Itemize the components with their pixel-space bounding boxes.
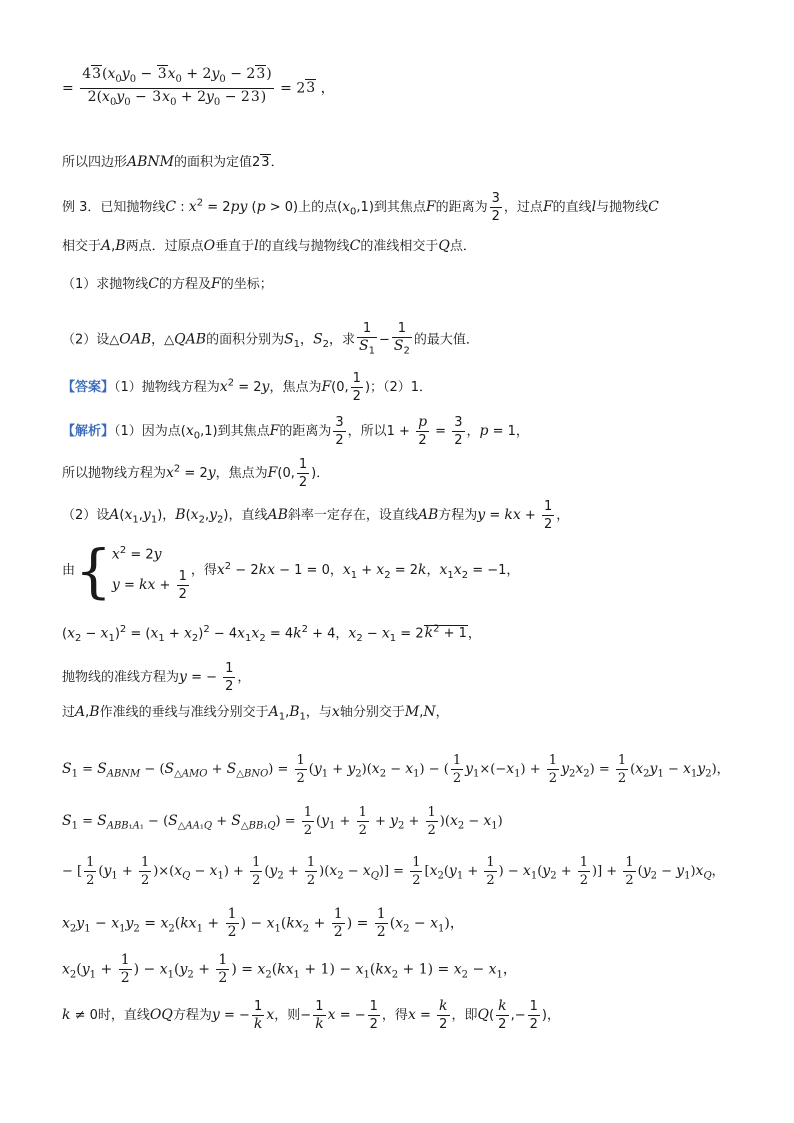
text-line: 所以四边形ABNM的面积为定值23． [62, 154, 284, 170]
equation-line: $x_2(y_1$ + $\frac{1}{2}$ ) − $x_1(y_2$ + $\frac{1}{2}$ ) = $x_2(kx_1 + 1) - x_1(kx_2 + 1) = x_2 - x_1$， [62, 952, 517, 986]
equation-line: = $\frac{43(x_0y_0 - 3x_0 + 2y_0 - 23)}{2(x_0y_0 - 3x_0 + 2y_0 - 23)}$ = 23 ， [62, 66, 335, 108]
analysis-line: k ≠ 0时，直线OQ方程为y = − $\frac{1}{k}$ x，则− $\frac{1}{k}$ x = − $\frac{1}{2}$ ，得x = $\frac{k}{2}$ ，即Q( $\frac{k}{2}$ ,− $\frac{1}{2}$ )， [62, 998, 560, 1032]
equation-line: $S_1 = S_{ABB_1A_1} - (S_{\triangle AA_1Q} + S_{\triangle BB_1Q})$ = $\frac{1}{2}$ ($y_1$ + $\frac{1}{2}$ + $y_2$ + $\frac{1}{2}$ )$(x_2 - x_1)$ [62, 805, 503, 838]
analysis-line: 【解析】（1）因为点$(x_0,1)$到其焦点F的距离为 $\frac{3}{2}$ ，所以1 + $\frac{p}{2}$ = $\frac{3}{2}$ ，p = 1， [62, 414, 529, 448]
problem-statement: 相交于A,B两点．过原点O垂直于l的直线与抛物线C的准线相交于Q点． [62, 238, 476, 254]
analysis-line: 抛物线的准线方程为y = − $\frac{1}{2}$ ， [62, 661, 251, 694]
question-2: （2）设△OAB，△QAB的面积分别为$S_1$，$S_2$，求 $\frac{1}{S_1}$ − $\frac{1}{S_2}$ 的最大值． [62, 321, 479, 357]
answer-tag: 【答案】 [62, 380, 115, 395]
analysis-line: 过A,B作准线的垂线与准线分别交于$A_1,B_1$，与x轴分别交于M,N， [62, 704, 449, 723]
analysis-tag: 【解析】 [62, 424, 115, 439]
equation-system: 由{ $x^2 = 2y$ y = kx + $\frac{1}{2}$ ，得$x^2 - 2kx - 1 = 0$，$x_1 + x_2 = 2k$，$x_1x_2 = -1$， [62, 536, 520, 605]
analysis-line: 所以抛物线方程为$x^2 = 2y$，焦点为F(0, $\frac{1}{2}$ )． [62, 457, 330, 490]
equation-line: $S_1 = S_{ABNM} - (S_{\triangle AMO} + S_{\triangle BNO})$ = $\frac{1}{2}$ $(y_1 + y_2)(x_2 - x_1)$ − ( $\frac{1}{2}$ $y_1\times(-x_1)$ + $\frac{1}{2}$ $y_2x_2$) = $\frac{1}{2}$ $(x_2y_1 - x_1y_2)$， [62, 753, 730, 786]
problem-statement: 例 3．已知抛物线C : $x^2 = 2py$ (p > 0)上的点$(x_0,1)$到其焦点F的距离为 $\frac{3}{2}$ ，过点F的直线l与抛物线C [62, 191, 659, 224]
question-1: （1）求抛物线C的方程及F的坐标； [62, 276, 273, 292]
analysis-line: （2）设$A(x_1,y_1)$，$B(x_2,y_2)$，直线AB斜率一定存在，设直线AB方程为y = kx + $\frac{1}{2}$ ， [62, 499, 570, 532]
equation-line: − [ $\frac{1}{2}$ ($y_1$ + $\frac{1}{2}$ )$\times(x_Q - x_1)$ + $\frac{1}{2}$ ($y_2$ + $\frac{1}{2}$ )$(x_2 - x_Q)$] = $\frac{1}{2}$ [$x_2(y_1$ + $\frac{1}{2}$ ) − $x_1(y_2$ + $\frac{1}{2}$ )] + $\frac{1}{2}$ $(y_2 - y_1)x_Q$， [62, 855, 725, 888]
equation-line: $x_2y_1 - x_1y_2 = x_2(kx_1$ + $\frac{1}{2}$ ) − $x_1(kx_2$ + $\frac{1}{2}$ ) = $\frac{1}{2}$ $(x_2 - x_1)$， [62, 906, 464, 940]
equation-line: $(x_2 - x_1)^2 = (x_1 + x_2)^2 - 4x_1x_2 = 4k^2 + 4$，$x_2 - x_1 = 2k^2 + 1$， [62, 624, 481, 644]
answer-line: 【答案】（1）抛物线方程为$x^2 = 2y$，焦点为F(0, $\frac{1}{2}$ )；（2）1． [62, 371, 433, 404]
